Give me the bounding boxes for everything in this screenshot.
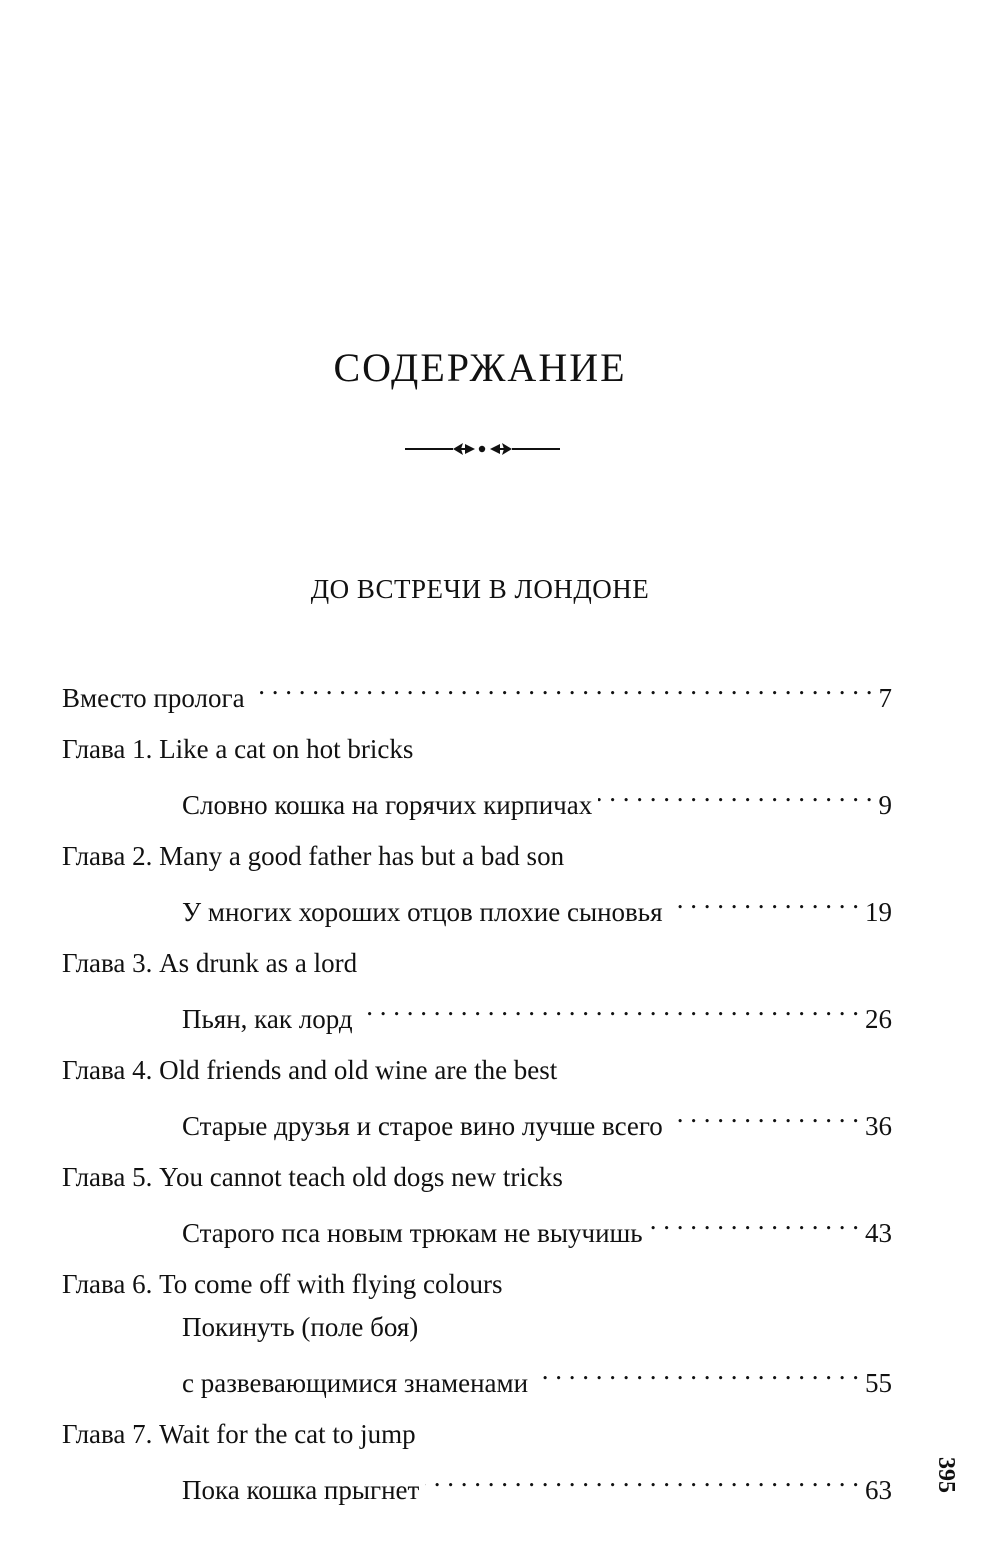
leader-dots	[359, 985, 859, 1028]
chapter-number: Глава 4.	[62, 1055, 153, 1085]
chapter-title-ru: Покинуть (поле боя)	[182, 1312, 419, 1342]
toc-entry-chapter-2	[62, 835, 892, 927]
toc-row[interactable]	[62, 1092, 892, 1141]
leader-dots	[649, 1199, 859, 1242]
decorative-divider-icon	[405, 436, 560, 462]
toc-entry-chapter-1	[62, 728, 892, 820]
chapter-heading[interactable]	[62, 942, 892, 985]
leader-dots	[534, 1349, 859, 1392]
table-of-contents	[62, 664, 892, 1520]
toc-row[interactable]	[62, 1199, 892, 1248]
chapter-heading[interactable]	[62, 1156, 892, 1199]
toc-row[interactable]	[62, 1349, 892, 1398]
chapter-number: Глава 6.	[62, 1269, 153, 1299]
chapter-title-en: Like a cat on hot bricks	[159, 734, 414, 764]
toc-row[interactable]	[62, 664, 892, 713]
chapter-title-ru: Старого пса новым трюкам не выучишь	[182, 1218, 643, 1248]
leader-dots	[669, 878, 859, 921]
chapter-title-ru: Словно кошка на горячих кирпичах	[182, 790, 593, 820]
leader-dots	[669, 1092, 859, 1135]
toc-entry-prologue	[62, 664, 892, 713]
toc-row[interactable]	[62, 985, 892, 1034]
entry-page: 63	[865, 1475, 892, 1505]
chapter-heading[interactable]	[62, 835, 892, 878]
chapter-title-en: As drunk as a lord	[159, 948, 358, 978]
toc-entry-chapter-7	[62, 1413, 892, 1505]
toc-row[interactable]	[62, 878, 892, 927]
toc-row[interactable]	[62, 1306, 892, 1349]
leader-dots	[598, 771, 872, 814]
entry-page: 7	[878, 683, 892, 713]
entry-page: 26	[865, 1004, 892, 1034]
chapter-heading[interactable]	[62, 1049, 892, 1092]
page-title: СОДЕРЖАНИЕ	[333, 345, 627, 390]
chapter-number: Глава 5.	[62, 1162, 153, 1192]
chapter-title-ru: Старые друзья и старое вино лучше всего	[182, 1111, 663, 1141]
toc-entry-chapter-3	[62, 942, 892, 1034]
chapter-title-en: To come off with flying colours	[159, 1269, 503, 1299]
chapter-title-en: You cannot teach old dogs new tricks	[159, 1162, 563, 1192]
chapter-title-en: Wait for the cat to jump	[159, 1419, 416, 1449]
chapter-title-ru-continued: с развевающимися знаменами	[182, 1368, 529, 1398]
leader-dots	[251, 664, 873, 707]
chapter-title-ru: Пьян, как лорд	[182, 1004, 353, 1034]
chapter-title-en: Old friends and old wine are the best	[159, 1055, 558, 1085]
toc-entry-chapter-5	[62, 1156, 892, 1248]
section-title: ДО ВСТРЕЧИ В ЛОНДОНЕ	[310, 574, 650, 604]
chapter-number: Глава 1.	[62, 734, 153, 764]
leader-dots	[425, 1456, 859, 1499]
chapter-title-ru: У многих хороших отцов плохие сыновья	[182, 897, 663, 927]
toc-row[interactable]	[62, 771, 892, 820]
entry-page: 43	[865, 1218, 892, 1248]
toc-entry-chapter-6	[62, 1263, 892, 1398]
chapter-title-en: Many a good father has but a bad son	[159, 841, 565, 871]
entry-title: Вместо пролога	[62, 683, 245, 713]
chapter-heading[interactable]	[62, 1263, 892, 1306]
chapter-number: Глава 3.	[62, 948, 153, 978]
toc-entry-chapter-4	[62, 1049, 892, 1141]
entry-page: 55	[865, 1368, 892, 1398]
chapter-number: Глава 7.	[62, 1419, 153, 1449]
entry-page: 9	[878, 790, 892, 820]
chapter-heading[interactable]	[62, 1413, 892, 1456]
chapter-title-ru: Пока кошка прыгнет	[182, 1475, 420, 1505]
entry-page: 19	[865, 897, 892, 927]
page-number: 395	[933, 1457, 959, 1493]
chapter-number: Глава 2.	[62, 841, 153, 871]
toc-row[interactable]	[62, 1456, 892, 1505]
chapter-heading[interactable]	[62, 728, 892, 771]
entry-page: 36	[865, 1111, 892, 1141]
